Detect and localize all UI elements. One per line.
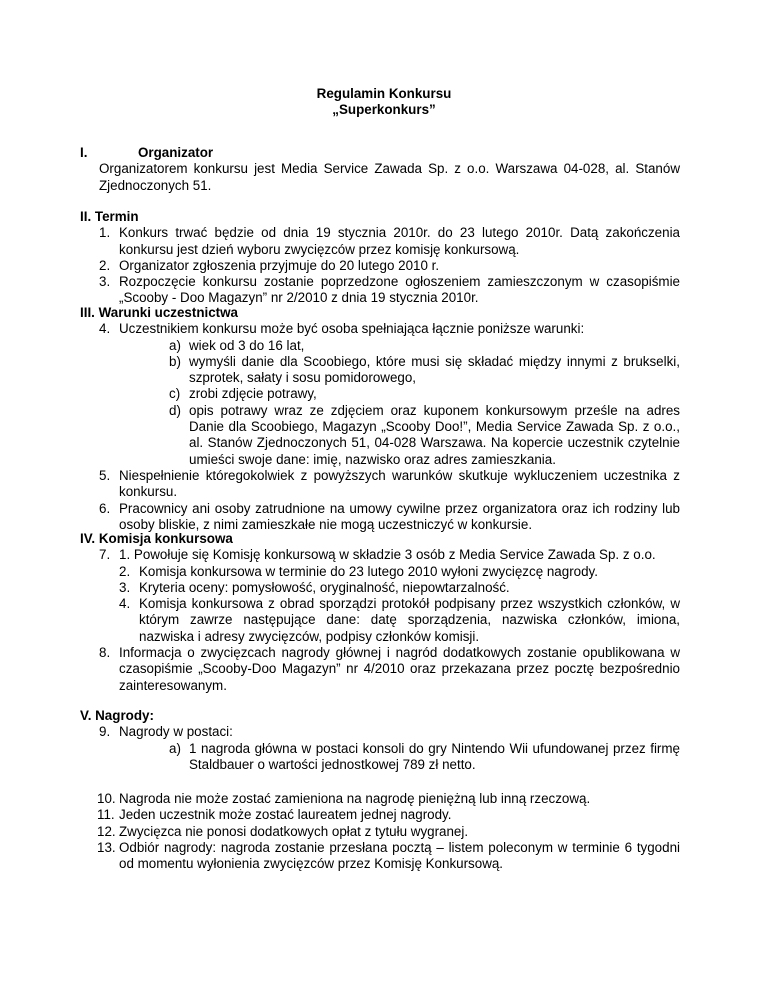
list-item: 10. Nagroda nie może zostać zamieniona na nagrodę pieniężną lub inną rzeczową. xyxy=(97,791,591,807)
list-item: 7. 1. Powołuje się Komisję konkursową w składzie 3 osób z Media Service Zawada Sp. z o.o. xyxy=(99,547,656,563)
document-subtitle: „Superkonkurs” xyxy=(332,102,436,117)
list-item: 2. Organizator zgłoszenia przyjmuje do 20 lutego 2010 r. xyxy=(99,257,440,273)
document-title: Regulamin Konkursu xyxy=(316,86,452,101)
list-item: 13. Odbiór nagrody: nagroda zostanie przesłana pocztą – listem poleconym w terminie 6 tygodni od momentu wyłonienia zwycięzców przez Komisję Konkursową. xyxy=(97,840,680,872)
section-komisja xyxy=(80,531,680,694)
sub-list-item: 4. Komisja konkursowa z obrad sporządzi protokół podpisany przez wszystkich członków, w którym zawrze następujące dane: datę sporządzenia, nazwiska członków, imiona, nazwiska i adresy zwycięzców, podpisy członków komisji. xyxy=(119,596,680,644)
section-heading: IV. Komisja konkursowa xyxy=(80,531,233,546)
list-item: 9. Nagrody w postaci: xyxy=(99,724,233,740)
section-organizator xyxy=(80,145,680,194)
sub-list-item: a) wiek od 3 do 16 lat, xyxy=(169,337,305,353)
sub-list-item: d) opis potrawy wraz ze zdjęciem oraz kuponem konkursowym prześle na adres Danie dla Scoobiego, Magazyn „Scooby Doo!”, Media Service Zawada Sp. z o.o., al. Stanów Zjednoczonych 51, 04-028 Warszawa. Na kopercie uczestnik czytelnie umieści swoje dane: imię, nazwisko oraz adres zamieszkania. xyxy=(169,402,680,467)
section-number: I. xyxy=(80,145,88,160)
section-paragraph: Organizatorem konkursu jest Media Service Zawada Sp. z o.o. Warszawa 04-028, al. Stanów Zjednoczonych 51. xyxy=(99,161,680,193)
list-item: 12. Zwycięzca nie ponosi dodatkowych opłat z tytułu wygranej. xyxy=(97,823,469,839)
list-item: 3. Rozpoczęcie konkursu zostanie poprzedzone ogłoszeniem zamieszczonym w czasopiśmie „Scooby - Doo Magazyn” nr 2/2010 z dnia 19 stycznia 2010r. xyxy=(99,274,680,306)
sub-list-item: c) zrobi zdjęcie potrawy, xyxy=(169,386,317,402)
sub-list-item: b) wymyśli danie dla Scoobiego, które musi się składać między innymi z brukselki, szprotek, sałaty i sosu pomidorowego, xyxy=(169,353,680,386)
section-heading xyxy=(80,145,680,161)
section-heading: II. Termin xyxy=(80,209,139,224)
section-heading: V. Nagrody: xyxy=(80,708,154,723)
list-item: 4. Uczestnikiem konkursu może być osoba spełniająca łącznie poniższe warunki: xyxy=(99,321,585,337)
list-item: 8. Informacja o zwycięzcach nagrody głównej i nagród dodatkowych zostanie opublikowana w czasopiśmie „Scooby-Doo Magazyn” nr 4/2010 oraz przekazana przez pocztę bezpośrednio zainteresowanym. xyxy=(99,645,680,693)
section-nagrody xyxy=(80,708,680,873)
section-heading: III. Warunki uczestnictwa xyxy=(80,305,238,320)
sub-list-item: a) 1 nagroda główna w postaci konsoli do gry Nintendo Wii ufundowanej przez firmę Staldbauer o wartości jednostkowej 789 zł netto. xyxy=(169,740,680,772)
sub-list-item: 2. Komisja konkursowa w terminie do 23 lutego 2010 wyłoni zwycięzcę nagrody. xyxy=(119,563,598,579)
list-item: 11. Jeden uczestnik może zostać laureatem jednej nagrody. xyxy=(97,807,452,823)
sub-list-item: 3. Kryteria oceny: pomysłowość, oryginalność, niepowtarzalność. xyxy=(119,579,510,595)
section-termin xyxy=(80,209,680,307)
list-item: 5. Niespełnienie któregokolwiek z powyższych warunków skutkuje wykluczeniem uczestnika z konkursu. xyxy=(99,467,680,500)
list-item: 1. Konkurs trwać będzie od dnia 19 stycznia 2010r. do 23 lutego 2010r. Datą zakończenia konkursu jest dzień wyboru zwycięzców przez komisję konkursową. xyxy=(99,225,680,257)
list-item: 6. Pracownicy ani osoby zatrudnione na umowy cywilne przez organizatora oraz ich rodziny lub osoby bliskie, z nimi zamieszkałe nie mogą uczestniczyć w konkursie. xyxy=(99,500,680,532)
section-warunki xyxy=(80,305,680,533)
section-title: Organizator xyxy=(138,145,214,160)
